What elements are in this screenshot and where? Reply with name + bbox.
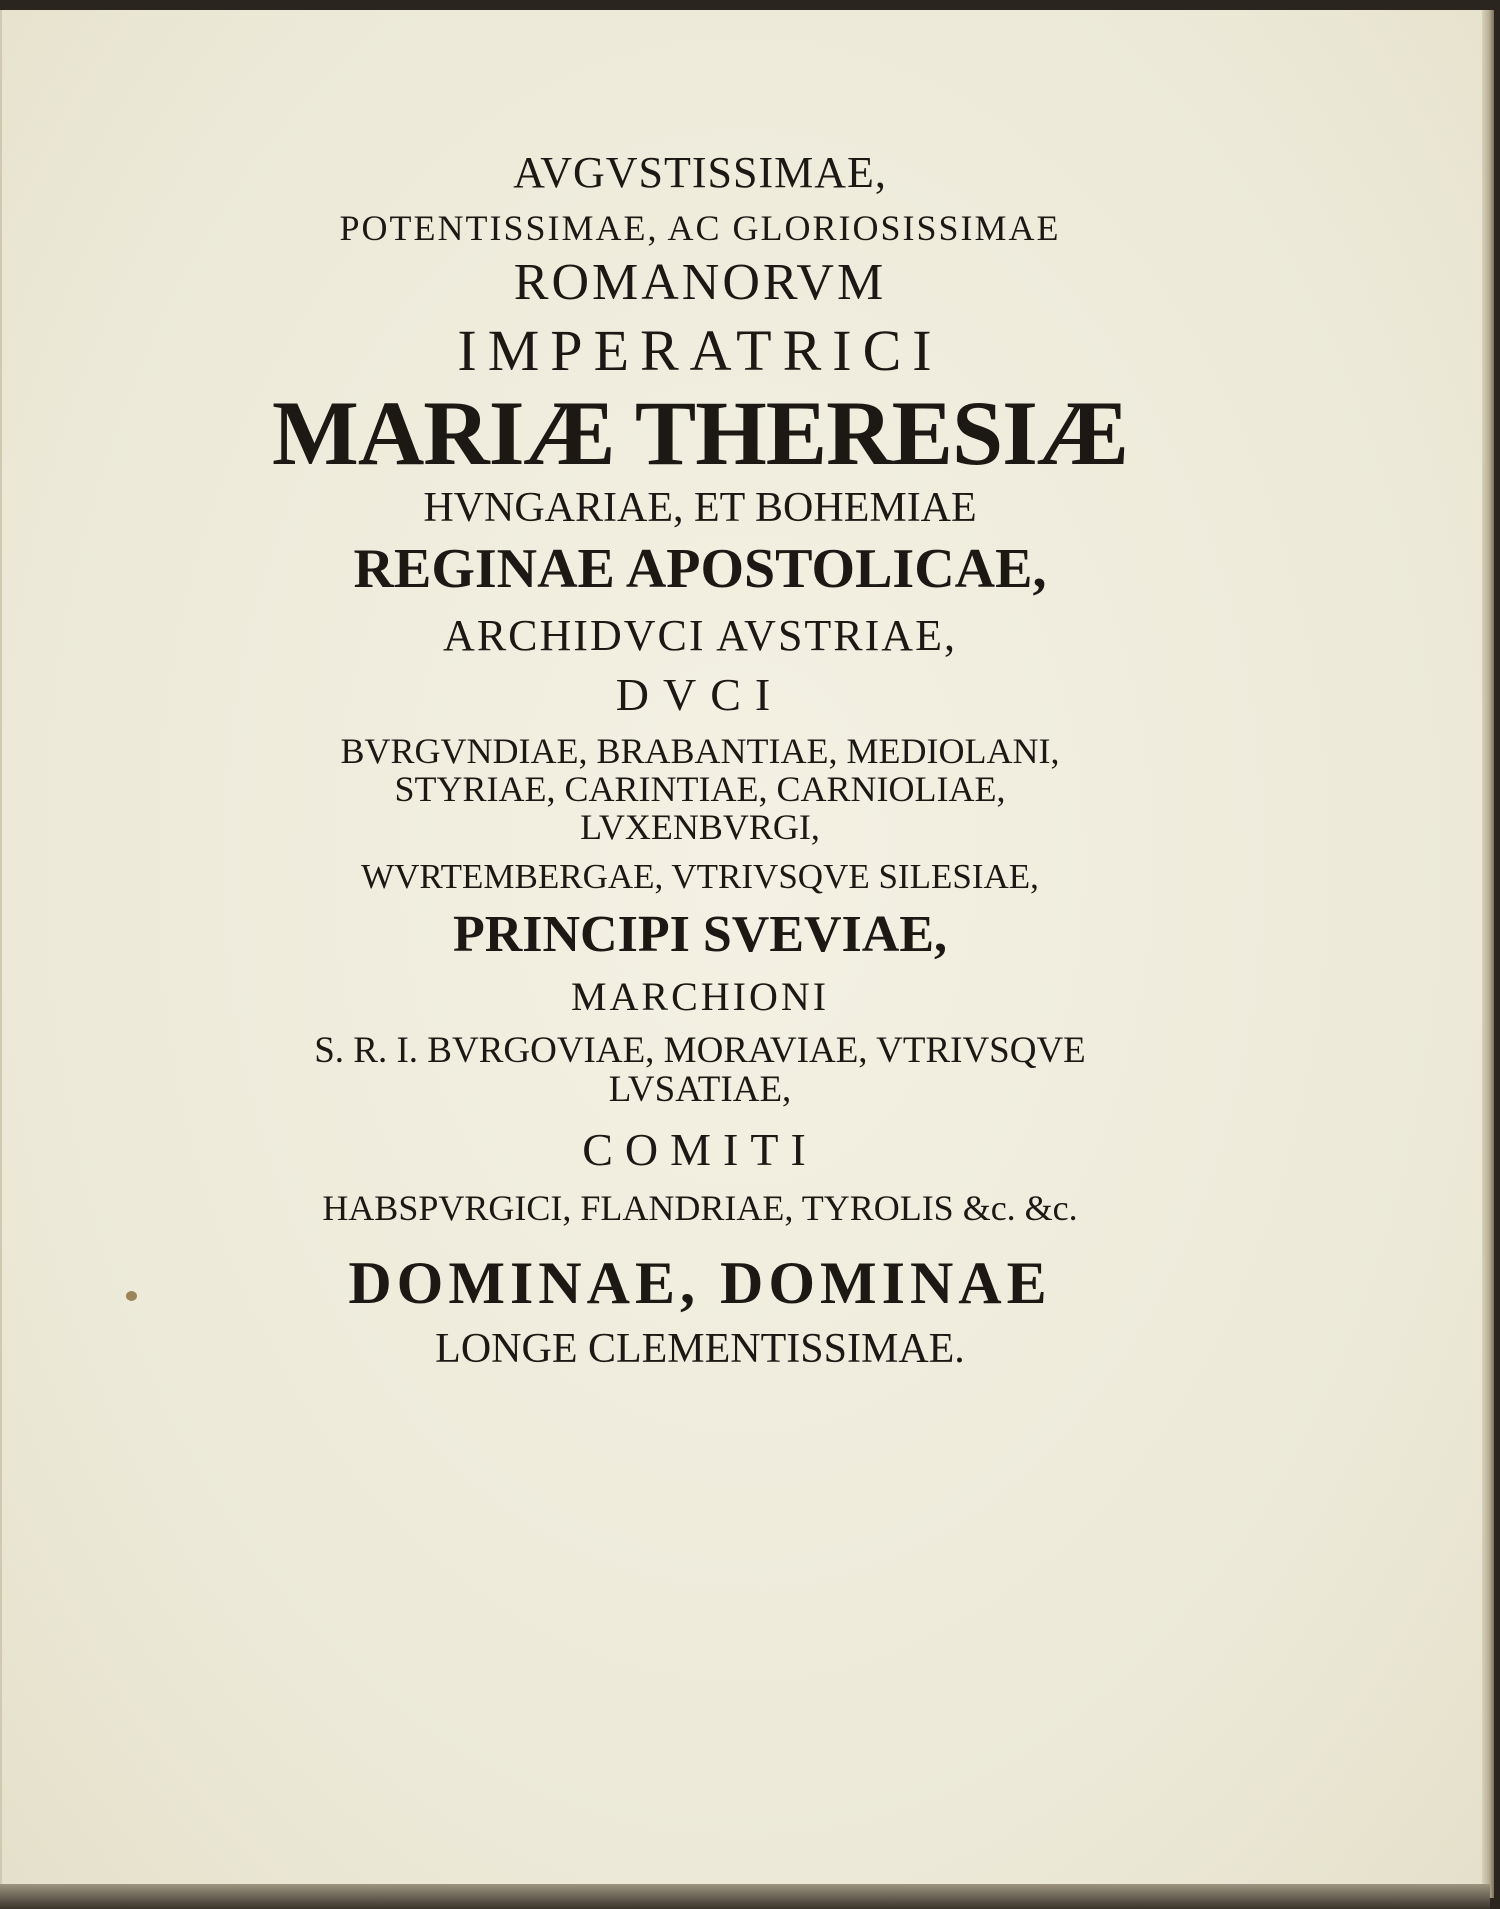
line-longe-clementissimae: LONGE CLEMENTISSIMAE. xyxy=(435,1325,965,1372)
line-romanorum: ROMANORVM xyxy=(513,253,887,311)
line-potentissimae: POTENTISSIMAE, AC GLORIOSISSIMAE xyxy=(339,208,1061,249)
line-augustissimae: AVGVSTISSIMAE, xyxy=(513,148,887,197)
foxing-spot xyxy=(126,1291,137,1301)
line-habspurgici: HABSPVRGICI, FLANDRIAE, TYROLIS &c. &c. xyxy=(322,1188,1078,1229)
line-mariae-theresiae: MARIÆ THERESIÆ xyxy=(272,382,1128,485)
line-archiduci-austriae: ARCHIDVCI AVSTRIAE, xyxy=(443,610,957,660)
line-reginae-apostolicae: REGINAE APOSTOLICAE, xyxy=(353,538,1047,601)
line-duci: DVCI xyxy=(615,669,785,721)
line-marchioni: MARCHIONI xyxy=(570,974,830,1020)
line-luxenburgi: LVXENBVRGI, xyxy=(580,807,820,848)
line-wurtembergae: WVRTEMBERGAE, VTRIVSQVE SILESIAE, xyxy=(361,856,1039,896)
line-dominae-dominae: DOMINAE, DOMINAE xyxy=(348,1249,1052,1316)
line-hungariae-bohemiae: HVNGARIAE, ET BOHEMIAE xyxy=(423,485,977,532)
dedication-title-block xyxy=(200,150,1200,1371)
line-imperatrici: IMPERATRICI xyxy=(457,317,943,383)
page-edge xyxy=(1482,10,1494,1898)
line-styriae: STYRIAE, CARINTIAE, CARNIOLIAE, xyxy=(394,769,1006,810)
line-comiti: COMITI xyxy=(582,1123,818,1175)
bottom-edge xyxy=(0,1884,1490,1909)
line-principi-sueviae: PRINCIPI SVEVIAE, xyxy=(452,905,948,963)
line-burgundiae: BVRGVNDIAE, BRABANTIAE, MEDIOLANI, xyxy=(340,731,1060,772)
line-lusatiae: LVSATIAE, xyxy=(608,1069,792,1111)
line-sri-burgoviae: S. R. I. BVRGOVIAE, MORAVIAE, VTRIVSQVE xyxy=(314,1030,1086,1072)
